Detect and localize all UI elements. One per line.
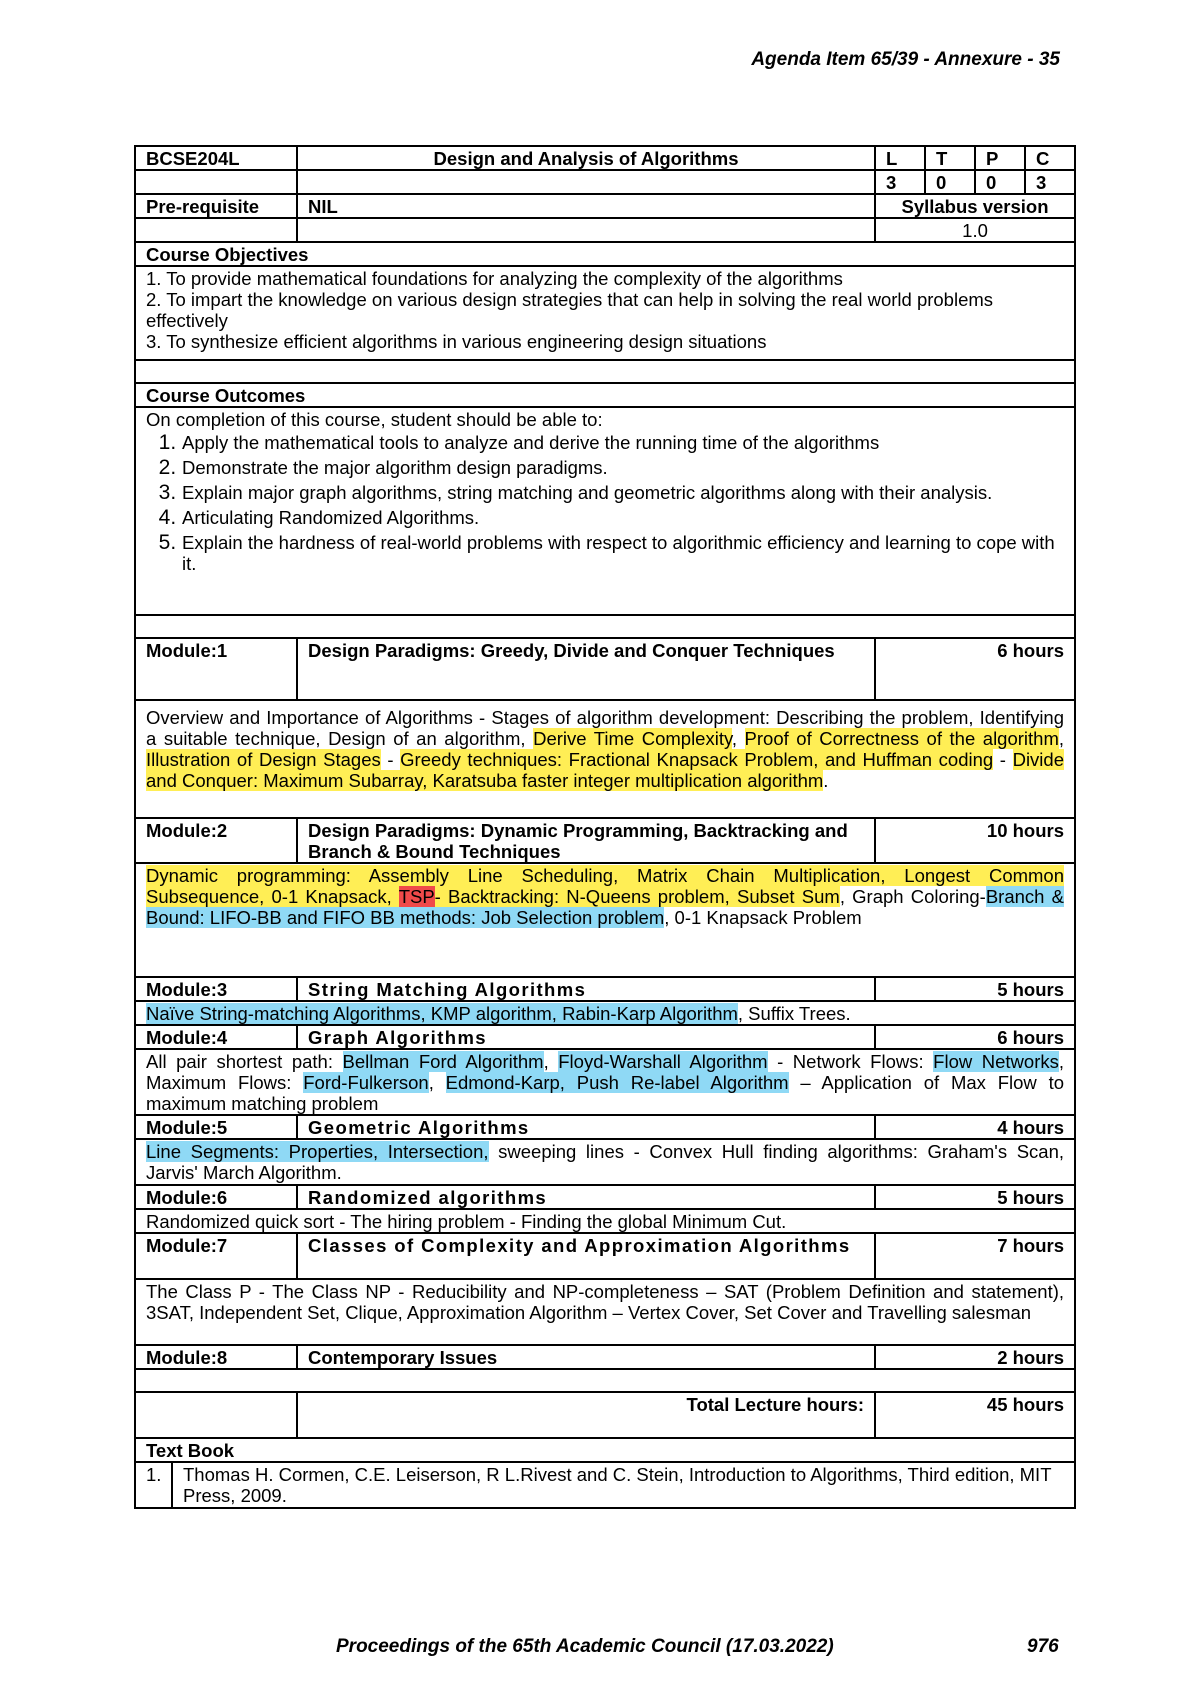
blank-cell — [297, 218, 875, 242]
module-title: Contemporary Issues — [297, 1345, 875, 1369]
content-text: sweeping lines - Convex Hull finding algorithms: Graham's Scan, Jarvis' March Algorithm. — [146, 1141, 1065, 1183]
module-label: Module:4 — [135, 1025, 297, 1049]
module-label: Module:2 — [135, 818, 297, 863]
module-content — [135, 1279, 1075, 1345]
syllabus-version-value: 1.0 — [875, 218, 1075, 242]
syllabus-table-wrapper — [134, 145, 1074, 1509]
agenda-header: Agenda Item 65/39 - Annexure - 35 — [751, 49, 1060, 70]
highlighted-text: Illustration of Design Stages — [146, 749, 381, 770]
content-text: All pair shortest path: — [146, 1051, 343, 1072]
outcomes-intro: On completion of this course, student should be able to: — [146, 409, 603, 430]
highlighted-text: Derive Time Complexity — [533, 728, 732, 749]
ltpc-label-l: L — [875, 146, 925, 170]
highlighted-text: Ford-Fulkerson — [303, 1072, 429, 1093]
blank-row — [135, 1369, 1075, 1392]
module-hours: 4 hours — [875, 1115, 1075, 1139]
highlighted-text: Floyd-Warshall Algorithm — [558, 1051, 768, 1072]
outcomes-list — [135, 407, 1075, 615]
content-text: , 0-1 Knapsack Problem — [664, 907, 862, 928]
syllabus-version-label: Syllabus version — [875, 194, 1075, 218]
module-label: Module:5 — [135, 1115, 297, 1139]
syllabus-table — [134, 145, 1076, 1509]
ltpc-value-l: 3 — [875, 170, 925, 194]
blank-cell — [135, 218, 297, 242]
objective-item: 1. To provide mathematical foundations for analyzing the complexity of the algorithms — [146, 268, 843, 289]
module-label: Module:1 — [135, 638, 297, 700]
objectives-heading: Course Objectives — [135, 242, 1075, 266]
objectives-list — [135, 266, 1075, 360]
highlighted-text: Branch & Bound: LIFO-BB and FIFO BB methods: Job Selection problem — [146, 886, 1065, 928]
content-text: , Suffix Trees. — [737, 1003, 851, 1024]
content-text: - — [380, 749, 401, 770]
highlighted-text: Bellman Ford Algorithm — [342, 1051, 544, 1072]
prerequisite-value: NIL — [297, 194, 875, 218]
module-title: Classes of Complexity and Approximation Algorithms — [297, 1233, 875, 1279]
highlighted-text: Naïve String-matching Algorithms, KMP algorithm, Rabin-Karp Algorithm — [146, 1003, 738, 1024]
content-text: Overview and Importance of Algorithms - Stages of algorithm development: Describing the problem, Identifying a suitable technique, Design of an algorithm, — [146, 707, 1065, 749]
content-text: , — [428, 1072, 446, 1093]
module-label: Module:7 — [135, 1233, 297, 1279]
ltpc-value-p: 0 — [975, 170, 1025, 194]
module-hours: 2 hours — [875, 1345, 1075, 1369]
module-hours: 6 hours — [875, 1025, 1075, 1049]
module-label: Module:3 — [135, 977, 297, 1001]
textbook-entry: Thomas H. Cormen, C.E. Leiserson, R L.Rivest and C. Stein, Introduction to Algorithms, Third edition, MIT Press, 2009. — [172, 1462, 1075, 1508]
module-hours: 6 hours — [875, 638, 1075, 700]
blank-row — [135, 360, 1075, 383]
content-text: , — [1058, 728, 1065, 749]
module-content — [135, 1209, 1075, 1233]
module-label: Module:6 — [135, 1185, 297, 1209]
content-text: , — [543, 1051, 559, 1072]
module-hours: 5 hours — [875, 977, 1075, 1001]
content-text: Randomized quick sort - The hiring problem - Finding the global Minimum Cut. — [146, 1211, 787, 1232]
course-title: Design and Analysis of Algorithms — [297, 146, 875, 170]
outcomes-heading: Course Outcomes — [135, 383, 1075, 407]
highlighted-text: Line Segments: Properties, Intersection, — [146, 1141, 489, 1162]
module-content — [135, 863, 1075, 977]
textbook-number: 1. — [135, 1462, 172, 1508]
module-content — [135, 700, 1075, 818]
ltpc-label-t: T — [925, 146, 975, 170]
blank-cell — [135, 170, 297, 194]
course-code: BCSE204L — [135, 146, 297, 170]
content-text: – Application of Max Flow to maximum matching problem — [146, 1072, 1065, 1114]
module-title: Design Paradigms: Dynamic Programming, Backtracking and Branch & Bound Techniques — [297, 818, 875, 863]
module-label: Module:8 — [135, 1345, 297, 1369]
module-title: Randomized algorithms — [297, 1185, 875, 1209]
content-text: The Class P - The Class NP - Reducibility and NP-completeness – SAT (Problem Definition and statement), 3SAT, Independent Set, Clique, Approximation Algorithm – Vertex Cover, Set Cover and Travelling salesman — [146, 1281, 1065, 1323]
module-content — [135, 1139, 1075, 1185]
content-text: . — [823, 770, 829, 791]
module-hours: 7 hours — [875, 1233, 1075, 1279]
ltpc-value-c: 3 — [1025, 170, 1075, 194]
footer-page-number: 976 — [1027, 1636, 1059, 1657]
module-title: Geometric Algorithms — [297, 1115, 875, 1139]
footer-proceedings: Proceedings of the 65th Academic Council (17.03.2022) — [336, 1636, 834, 1657]
outcome-item: 3. Explain major graph algorithms, string matching and geometric algorithms along with their analysis. — [182, 482, 1064, 503]
ltpc-label-p: P — [975, 146, 1025, 170]
objective-item: 2. To impart the knowledge on various design strategies that can help in solving the real world problems effectively — [146, 289, 994, 331]
highlighted-text: - Backtracking: N-Queens problem, Subset Sum — [434, 886, 840, 907]
module-hours: 10 hours — [875, 818, 1075, 863]
highlighted-text: Greedy techniques: Fractional Knapsack Problem, and Huffman coding — [400, 749, 994, 770]
content-text: , — [731, 728, 745, 749]
prerequisite-label: Pre-requisite — [135, 194, 297, 218]
objective-item: 3. To synthesize efficient algorithms in various engineering design situations — [146, 331, 767, 352]
outcome-item: 2. Demonstrate the major algorithm design paradigms. — [182, 457, 1064, 478]
highlighted-text: Edmond-Karp, Push Re-label Algorithm — [445, 1072, 789, 1093]
total-lecture-label: Total Lecture hours: — [297, 1392, 875, 1438]
ltpc-label-c: C — [1025, 146, 1075, 170]
outcome-item: 1. Apply the mathematical tools to analyze and derive the running time of the algorithms — [182, 432, 1064, 453]
highlighted-text: Divide and Conquer: Maximum Subarray, Karatsuba faster integer multiplication algorithm — [146, 749, 1064, 791]
total-lecture-value: 45 hours — [875, 1392, 1075, 1438]
highlighted-text: Proof of Correctness of the algorithm — [744, 728, 1059, 749]
module-hours: 5 hours — [875, 1185, 1075, 1209]
module-title: String Matching Algorithms — [297, 977, 875, 1001]
outcome-item: 4. Articulating Randomized Algorithms. — [182, 507, 1064, 528]
highlighted-text: Flow Networks — [933, 1051, 1059, 1072]
blank-cell — [297, 170, 875, 194]
ltpc-value-t: 0 — [925, 170, 975, 194]
highlighted-text: TSP — [398, 886, 435, 907]
blank-cell — [135, 1392, 297, 1438]
content-text: - — [993, 749, 1013, 770]
module-title: Graph Algorithms — [297, 1025, 875, 1049]
content-text: , Graph Coloring- — [839, 886, 986, 907]
content-text: - Network Flows: — [767, 1051, 934, 1072]
content-text: , Maximum Flows: — [146, 1051, 1065, 1093]
highlighted-text: Dynamic programming: Assembly Line Scheduling, Matrix Chain Multiplication, Longest Common Subsequence, 0-1 Knapsack, — [146, 865, 1065, 907]
textbook-heading: Text Book — [135, 1438, 1075, 1462]
module-content — [135, 1001, 1075, 1025]
module-title: Design Paradigms: Greedy, Divide and Conquer Techniques — [297, 638, 875, 700]
outcome-item: 5. Explain the hardness of real-world problems with respect to algorithmic efficiency and learning to cope with it. — [182, 532, 1064, 574]
module-content — [135, 1049, 1075, 1115]
blank-row — [135, 615, 1075, 638]
